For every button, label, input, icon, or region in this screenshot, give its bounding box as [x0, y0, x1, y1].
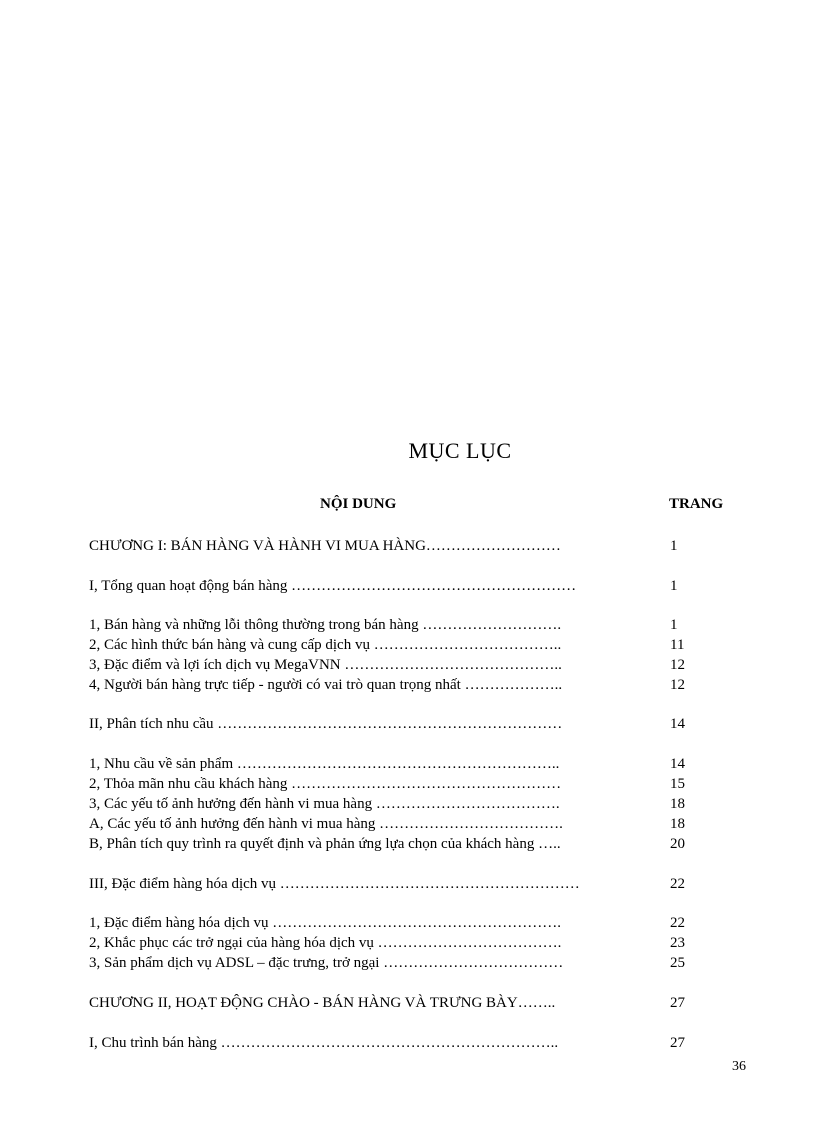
toc-entry	[89, 615, 699, 635]
toc-entry	[89, 1033, 699, 1053]
toc-title: MỤC LỤC	[408, 438, 512, 463]
toc-entry-page: 18	[670, 796, 685, 812]
toc-entry-page: 18	[670, 816, 685, 832]
toc-entry-text: 1, Bán hàng và những lỗi thông thường trong bán hàng ……………………….	[89, 617, 562, 633]
toc-entry	[89, 536, 699, 556]
toc-entry-page: 14	[670, 716, 685, 732]
toc-entry-text: I, Chu trình bán hàng …………………………………………………………..	[89, 1035, 559, 1051]
toc-entry-text: 1, Đặc điểm hàng hóa dịch vụ ………………………………………………….	[89, 915, 562, 931]
toc-entry-text: A, Các yếu tố ảnh hưởng đến hành vi mua hàng ……………………………….	[89, 816, 563, 832]
toc-entry-text: II, Phân tích nhu cầu ……………………………………………………………	[89, 716, 563, 732]
toc-entry-text: 3, Các yếu tố ảnh hưởng đến hành vi mua hàng ……………………………….	[89, 796, 560, 812]
toc-entry-page: 1	[670, 617, 678, 633]
toc-entry-page: 1	[670, 578, 678, 594]
toc-entry	[89, 993, 699, 1013]
toc-entry-page: 14	[670, 756, 685, 772]
toc-entry	[89, 635, 699, 655]
toc-entry-text: CHƯƠNG I: BÁN HÀNG VÀ HÀNH VI MUA HÀNG………………………	[89, 538, 561, 554]
toc-entry	[89, 814, 699, 834]
toc-entry-page: 12	[670, 677, 685, 693]
toc-entry	[89, 714, 699, 734]
toc-entry-text: 2, Các hình thức bán hàng và cung cấp dịch vụ ………………………………..	[89, 637, 562, 653]
page-number: 36	[732, 1059, 746, 1074]
toc-entry-text: 4, Người bán hàng trực tiếp - người có vai trò quan trọng nhất ………………..	[89, 677, 563, 693]
toc-entry	[89, 794, 699, 814]
toc-entry-page: 27	[670, 995, 685, 1011]
toc-entry-page: 25	[670, 955, 685, 971]
toc-entry-page: 11	[670, 637, 685, 653]
toc-entry	[89, 953, 699, 973]
toc-entry	[89, 576, 699, 596]
toc-entry-page: 1	[670, 538, 678, 554]
toc-entry	[89, 774, 699, 794]
toc-entry	[89, 675, 699, 695]
toc-entry	[89, 933, 699, 953]
toc-entry-text: 2, Khắc phục các trở ngại của hàng hóa dịch vụ ……………………………….	[89, 935, 562, 951]
toc-entry	[89, 655, 699, 675]
toc-entry-text: 1, Nhu cầu về sản phẩm ………………………………………………………..	[89, 756, 560, 772]
toc-entry	[89, 834, 699, 854]
toc-entry-text: CHƯƠNG II, HOẠT ĐỘNG CHÀO - BÁN HÀNG VÀ TRƯNG BÀY……..	[89, 995, 556, 1011]
toc-entry-text: III, Đặc điểm hàng hóa dịch vụ ……………………………………………………	[89, 876, 580, 892]
toc-entry-text: I, Tổng quan hoạt động bán hàng …………………………………………………	[89, 578, 577, 594]
toc-entry-page: 22	[670, 876, 685, 892]
toc-entry-text: B, Phân tích quy trình ra quyết định và phản ứng lựa chọn của khách hàng …..	[89, 836, 561, 852]
toc-entry-page: 12	[670, 657, 685, 673]
toc-entry	[89, 754, 699, 774]
toc-entry-text: 3, Sản phẩm dịch vụ ADSL – đặc trưng, trở ngại ………………………………	[89, 955, 564, 971]
toc-entry-page: 20	[670, 836, 685, 852]
toc-entry-text: 3, Đặc điểm và lợi ích dịch vụ MegaVNN ……………………………………..	[89, 657, 562, 673]
toc-entry-text: 2, Thỏa mãn nhu cầu khách hàng ………………………………………………	[89, 776, 562, 792]
toc-entry-page: 23	[670, 935, 685, 951]
toc-entry-page: 27	[670, 1035, 685, 1051]
toc-header-page: TRANG	[669, 496, 724, 512]
toc-entry-page: 15	[670, 776, 685, 792]
toc-entry-page: 22	[670, 915, 685, 931]
toc-header-content: NỘI DUNG	[320, 496, 397, 512]
toc-entry	[89, 913, 699, 933]
toc-entry	[89, 874, 699, 894]
